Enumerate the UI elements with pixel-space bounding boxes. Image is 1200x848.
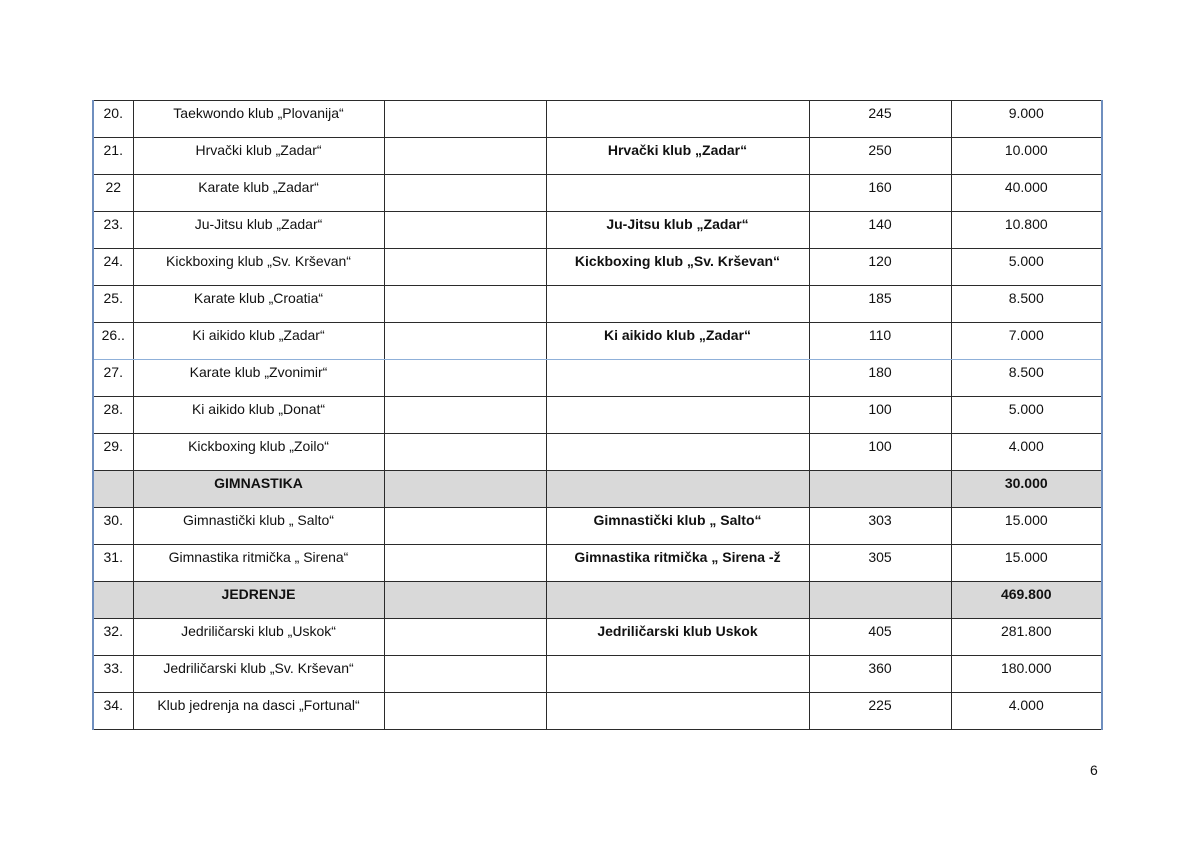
member-count: 100 bbox=[809, 397, 951, 434]
club-name: Jedriličarski klub „Sv. Krševan“ bbox=[133, 656, 384, 693]
row-number: 27. bbox=[93, 360, 133, 397]
beneficiary-name: Kickboxing klub „Sv. Krševan“ bbox=[546, 249, 809, 286]
row-number: 21. bbox=[93, 138, 133, 175]
member-count: 120 bbox=[809, 249, 951, 286]
empty-cell bbox=[384, 656, 546, 693]
empty-cell bbox=[809, 471, 951, 508]
club-name: Jedriličarski klub „Uskok“ bbox=[133, 619, 384, 656]
table-row bbox=[93, 323, 1102, 360]
beneficiary-name bbox=[546, 656, 809, 693]
row-number: 22 bbox=[93, 175, 133, 212]
amount: 15.000 bbox=[951, 545, 1102, 582]
amount: 8.500 bbox=[951, 360, 1102, 397]
row-number: 30. bbox=[93, 508, 133, 545]
club-name: Hrvački klub „Zadar“ bbox=[133, 138, 384, 175]
empty-cell bbox=[384, 471, 546, 508]
table-row bbox=[93, 360, 1102, 397]
table-row bbox=[93, 397, 1102, 434]
table-row bbox=[93, 619, 1102, 656]
beneficiary-name: Ki aikido klub „Zadar“ bbox=[546, 323, 809, 360]
amount: 4.000 bbox=[951, 434, 1102, 471]
row-number: 20. bbox=[93, 101, 133, 138]
row-number: 31. bbox=[93, 545, 133, 582]
amount: 5.000 bbox=[951, 397, 1102, 434]
beneficiary-name: Jedriličarski klub Uskok bbox=[546, 619, 809, 656]
member-count: 180 bbox=[809, 360, 951, 397]
beneficiary-name bbox=[546, 286, 809, 323]
empty-cell bbox=[384, 249, 546, 286]
table-row bbox=[93, 212, 1102, 249]
empty-cell bbox=[384, 397, 546, 434]
row-number: 23. bbox=[93, 212, 133, 249]
table-row bbox=[93, 249, 1102, 286]
empty-cell bbox=[384, 323, 546, 360]
section-header-row bbox=[93, 582, 1102, 619]
page-number: 6 bbox=[1090, 762, 1098, 778]
beneficiary-name: Ju-Jitsu klub „Zadar“ bbox=[546, 212, 809, 249]
beneficiary-name bbox=[546, 397, 809, 434]
empty-cell bbox=[384, 360, 546, 397]
table-row bbox=[93, 286, 1102, 323]
beneficiary-name bbox=[546, 360, 809, 397]
row-number: 25. bbox=[93, 286, 133, 323]
beneficiary-name: Hrvački klub „Zadar“ bbox=[546, 138, 809, 175]
row-number: 32. bbox=[93, 619, 133, 656]
member-count: 185 bbox=[809, 286, 951, 323]
member-count: 160 bbox=[809, 175, 951, 212]
member-count: 140 bbox=[809, 212, 951, 249]
table-row bbox=[93, 693, 1102, 730]
empty-cell bbox=[384, 545, 546, 582]
member-count: 250 bbox=[809, 138, 951, 175]
amount: 9.000 bbox=[951, 101, 1102, 138]
empty-cell bbox=[384, 138, 546, 175]
empty-cell bbox=[809, 582, 951, 619]
empty-cell bbox=[546, 582, 809, 619]
empty-cell bbox=[384, 212, 546, 249]
clubs-table bbox=[92, 100, 1103, 730]
club-name: Ki aikido klub „Donat“ bbox=[133, 397, 384, 434]
amount: 281.800 bbox=[951, 619, 1102, 656]
row-number: 24. bbox=[93, 249, 133, 286]
amount: 4.000 bbox=[951, 693, 1102, 730]
club-name: Klub jedrenja na dasci „Fortunal“ bbox=[133, 693, 384, 730]
table-row bbox=[93, 508, 1102, 545]
beneficiary-name bbox=[546, 101, 809, 138]
empty-cell bbox=[384, 101, 546, 138]
member-count: 405 bbox=[809, 619, 951, 656]
empty-cell bbox=[384, 619, 546, 656]
row-number bbox=[93, 582, 133, 619]
club-name: Karate klub „Croatia“ bbox=[133, 286, 384, 323]
amount: 180.000 bbox=[951, 656, 1102, 693]
member-count: 225 bbox=[809, 693, 951, 730]
amount: 5.000 bbox=[951, 249, 1102, 286]
table-row bbox=[93, 656, 1102, 693]
empty-cell bbox=[384, 175, 546, 212]
row-number: 28. bbox=[93, 397, 133, 434]
section-total: 469.800 bbox=[951, 582, 1102, 619]
section-title: JEDRENJE bbox=[133, 582, 384, 619]
club-name: Karate klub „Zadar“ bbox=[133, 175, 384, 212]
row-number: 34. bbox=[93, 693, 133, 730]
club-name: Gimnastički klub „ Salto“ bbox=[133, 508, 384, 545]
row-number: 33. bbox=[93, 656, 133, 693]
amount: 15.000 bbox=[951, 508, 1102, 545]
club-name: Karate klub „Zvonimir“ bbox=[133, 360, 384, 397]
member-count: 110 bbox=[809, 323, 951, 360]
row-number bbox=[93, 471, 133, 508]
member-count: 100 bbox=[809, 434, 951, 471]
row-number: 26.. bbox=[93, 323, 133, 360]
section-title: GIMNASTIKA bbox=[133, 471, 384, 508]
table-row bbox=[93, 545, 1102, 582]
table-row bbox=[93, 175, 1102, 212]
empty-cell bbox=[546, 471, 809, 508]
row-number: 29. bbox=[93, 434, 133, 471]
club-name: Ki aikido klub „Zadar“ bbox=[133, 323, 384, 360]
member-count: 360 bbox=[809, 656, 951, 693]
club-name: Gimnastika ritmička „ Sirena“ bbox=[133, 545, 384, 582]
beneficiary-name bbox=[546, 175, 809, 212]
table-row bbox=[93, 434, 1102, 471]
empty-cell bbox=[384, 508, 546, 545]
amount: 40.000 bbox=[951, 175, 1102, 212]
table-row bbox=[93, 101, 1102, 138]
beneficiary-name: Gimnastički klub „ Salto“ bbox=[546, 508, 809, 545]
empty-cell bbox=[384, 582, 546, 619]
amount: 10.000 bbox=[951, 138, 1102, 175]
club-name: Kickboxing klub „Sv. Krševan“ bbox=[133, 249, 384, 286]
section-header-row bbox=[93, 471, 1102, 508]
section-total: 30.000 bbox=[951, 471, 1102, 508]
table-row bbox=[93, 138, 1102, 175]
empty-cell bbox=[384, 693, 546, 730]
member-count: 303 bbox=[809, 508, 951, 545]
amount: 10.800 bbox=[951, 212, 1102, 249]
member-count: 245 bbox=[809, 101, 951, 138]
beneficiary-name: Gimnastika ritmička „ Sirena -ž bbox=[546, 545, 809, 582]
club-name: Ju-Jitsu klub „Zadar“ bbox=[133, 212, 384, 249]
club-name: Kickboxing klub „Zoilo“ bbox=[133, 434, 384, 471]
amount: 7.000 bbox=[951, 323, 1102, 360]
beneficiary-name bbox=[546, 434, 809, 471]
amount: 8.500 bbox=[951, 286, 1102, 323]
empty-cell bbox=[384, 434, 546, 471]
club-name: Taekwondo klub „Plovanija“ bbox=[133, 101, 384, 138]
member-count: 305 bbox=[809, 545, 951, 582]
empty-cell bbox=[384, 286, 546, 323]
beneficiary-name bbox=[546, 693, 809, 730]
